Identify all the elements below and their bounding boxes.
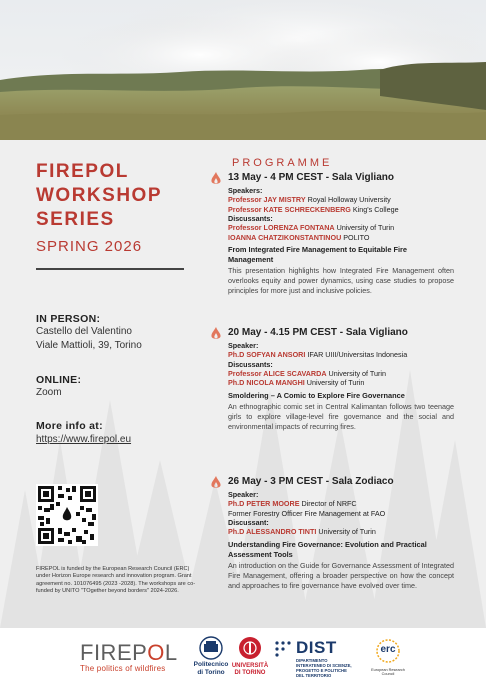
talk-description: An introduction on the Guide for Governance Assessment of Integrated Fire Management, offering a broader perspective on how the concept and approaches to fire governance have evolved over time. [228, 560, 454, 590]
website-link[interactable]: https://www.firepol.eu [36, 434, 132, 445]
title-line: FIREPOL [36, 161, 129, 182]
title-line: WORKSHOP [36, 185, 162, 206]
dist-sub-line: DEL TERRITORIO [296, 673, 332, 678]
unito-line: UNIVERSITÀ [231, 663, 269, 669]
left-column [36, 160, 186, 255]
discussant-name: Ph.D NICOLA MANGHI [228, 378, 305, 387]
session-1 [228, 172, 454, 297]
erc-logo [366, 638, 410, 682]
discussants-label: Discussants: [228, 214, 273, 223]
dist-subtitle [296, 658, 356, 678]
speaker-name: Ph.D SOFYAN ANSORI [228, 350, 306, 359]
unito-seal-icon [232, 636, 268, 662]
discussant-affiliation: University of Turin [334, 223, 395, 232]
dist-sub-line: PROGETTO E POLITICHE [296, 668, 347, 673]
session-title: 20 May - 4.15 PM CEST - Sala Vigliano [228, 327, 408, 338]
wordmark-part: FIREP [80, 640, 148, 665]
speaker-name: Professor KATE SCHRECKENBERG [228, 204, 351, 214]
dist-sub-line: DIPARTIMENTO [296, 658, 328, 663]
speaker-name: Professor JAY MISTRY [228, 195, 306, 204]
polito-seal-icon [193, 636, 229, 660]
discussant-name: Professor LORENZA FONTANA [228, 223, 335, 232]
discussant [228, 378, 454, 388]
discussant-label: Discussant: [228, 518, 269, 527]
wordmark-part: L [164, 640, 178, 665]
speaker-affiliation: IFAR UIII/Universitas Indonesia [305, 350, 408, 359]
programme-heading: PROGRAMME [232, 157, 333, 169]
discussant-affiliation: University of Turin [326, 368, 387, 378]
dist-mark-icon [274, 640, 292, 658]
unito-line: DI TORINO [234, 670, 266, 676]
flame-icon [210, 172, 222, 186]
discussant-name: Ph.D ALESSANDRO TINTI [228, 527, 317, 536]
discussant-affiliation: POLITO [341, 232, 370, 242]
polito-logo [193, 636, 229, 680]
polito-line: di Torino [197, 668, 225, 676]
in-person-section [36, 313, 196, 353]
dist-sub-line: INTERATENEO DI SCIENZE, [296, 663, 352, 668]
speaker-name: Ph.D PETER MOORE [228, 499, 300, 508]
speaker-role [228, 509, 454, 519]
firepol-wordmark [80, 640, 178, 666]
in-person-label: IN PERSON: [36, 313, 101, 325]
online-section [36, 374, 196, 400]
divider [36, 268, 184, 270]
speakers-label: Speakers: [228, 186, 263, 195]
title-line: SERIES [36, 209, 115, 230]
discussant [228, 223, 454, 233]
dist-logo [274, 638, 350, 682]
discussant [228, 369, 454, 379]
dist-wordmark: DIST [296, 638, 337, 657]
erc-subtitle: European Research Council [371, 668, 405, 676]
discussant [228, 527, 454, 537]
flame-icon [210, 327, 222, 341]
speaker-affiliation: Royal Holloway University [305, 195, 391, 204]
speaker [228, 195, 454, 205]
erc-wordmark: erc [380, 644, 396, 655]
discussant-affiliation: University of Turin [316, 527, 376, 536]
speaker-label: Speaker: [228, 490, 259, 499]
session-title: 26 May - 3 PM CEST - Sala Zodiaco [228, 476, 394, 487]
more-info-label: More info at: [36, 420, 103, 432]
session-2 [228, 327, 454, 432]
address-line: Viale Mattioli, 39, Torino [36, 340, 142, 351]
venue-line: Castello del Valentino [36, 326, 132, 337]
hero-photo [0, 0, 486, 140]
flame-icon [210, 476, 222, 490]
polito-line: Politecnico [193, 661, 229, 668]
session-3 [228, 476, 454, 591]
speaker [228, 205, 454, 215]
workshop-subtitle: SPRING 2026 [36, 238, 143, 255]
wordmark-part: O [147, 640, 165, 665]
session-title: 13 May - 4 PM CEST - Sala Vigliano [228, 172, 394, 183]
talk-description: An ethnographic comic set in Central Kalimantan follows two teenage girls to explore village-level fire governance and the social and environmental impacts of recurring fires. [228, 401, 454, 431]
discussant-affiliation: University of Turin [304, 378, 365, 387]
more-info-section [36, 420, 196, 445]
unito-logo [232, 636, 268, 680]
discussants-label: Discussants: [228, 359, 273, 369]
talk-title: Understanding Fire Governance: Evolution and Practical Assessment Tools [228, 539, 427, 559]
discussant [228, 233, 454, 243]
talk-description: This presentation highlights how Integrated Fire Management often overlooks equity and power dynamics, using case studies to propose principles for more just and inclusive policies. [228, 266, 454, 296]
firepol-tagline: The politics of wildfires [80, 664, 166, 673]
speaker [228, 499, 454, 509]
talk-title: From Integrated Fire Management to Equitable Fire Management [228, 245, 408, 264]
speaker-affiliation: Director of NRFC [299, 499, 357, 508]
talk-title: Smoldering – A Comic to Explore Fire Governance [228, 390, 405, 400]
funding-note: FIREPOL is funded by the European Research Council (ERC) under Horizon Europe research and innovation program. Grant agreement no. 101076495 (2023 -2028). The workshops are co-funded by UNITO "TOgether beyond borders" 2024-2026. [36, 566, 196, 595]
online-value: Zoom [36, 387, 62, 398]
workshop-title [36, 160, 186, 232]
discussant-name: Professor ALICE SCAVARDA [228, 368, 327, 378]
speaker [228, 350, 454, 360]
firepol-logo [80, 640, 178, 673]
speaker-affiliation: King's College [350, 204, 399, 214]
discussant-name: IOANNA CHATZIKONSTANTINOU [228, 232, 342, 242]
speaker-role-text: Former Forestry Officer Fire Management at FAO [228, 508, 386, 518]
speaker-label: Speaker: [228, 341, 259, 350]
online-label: ONLINE: [36, 374, 82, 386]
qr-code[interactable] [36, 484, 98, 546]
